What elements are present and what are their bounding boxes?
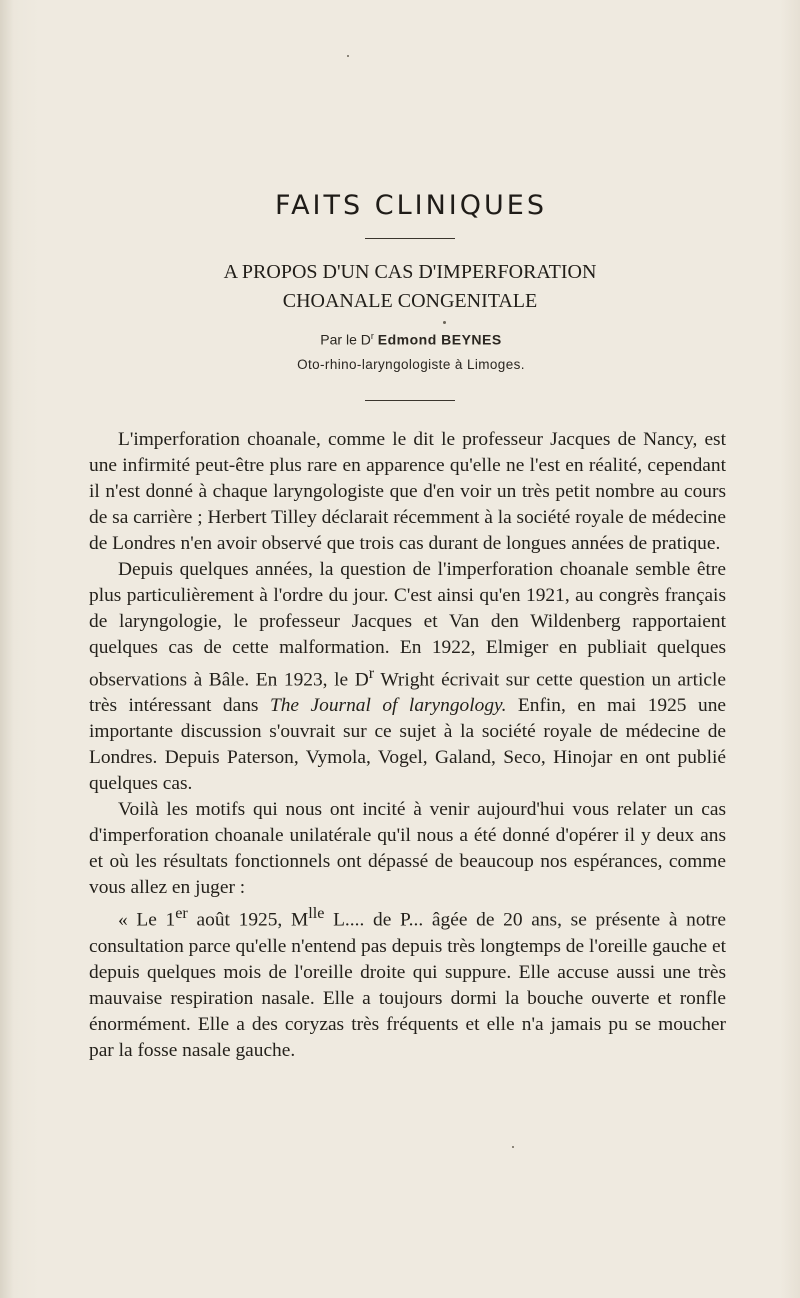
author-byline [0, 331, 800, 348]
article-body [89, 427, 726, 1064]
paragraph-3: Voilà les motifs qui nous ont incité à venir aujourd'hui vous relater un cas d'imperforation choanale unilatérale qu'il nous a été donné d'opérer il y deux ans et où les résultats fonctionnels ont dépassé de beaucoup nos espérances, comme vous allez en juger : [89, 799, 726, 899]
paragraph-4-part-a: « Le 1 [118, 909, 176, 931]
paper-speck [443, 321, 446, 324]
paragraph-2-part-b: Wright écrivait sur cette question un article très intéressant dans [89, 669, 726, 717]
paragraph-2-sup: r [368, 665, 375, 682]
paragraph-4 [89, 901, 726, 1063]
paragraph-4-part-c: L.... de P... âgée de 20 ans, se présente à notre consultation parce qu'elle n'entend pas depuis très longtemps de l'oreille gauche et depuis quelques mois de l'oreille droite qui suppure. Elle accuse aussi une très mauvaise respiration nasale. Elle a toujours dormi la bouche ouverte et ronfle énormément. Elle a des coryzas très fréquents et elle n'a jamais pu se moucher par la fosse nasale gauche. [89, 909, 726, 1061]
article-title [100, 258, 720, 316]
paragraph-4-sup-2: lle [308, 905, 325, 923]
article-title-line-1: A PROPOS D'UN CAS D'IMPERFORATION [223, 261, 597, 283]
paragraph-1: L'imperforation choanale, comme le dit le professeur Jacques de Nancy, est une infirmité peut-être plus rare en apparence qu'elle ne l'est en réalité, cependant il n'est donné à chaque laryngologiste que d'en voir un très petit nombre au cours de sa carrière ; Herbert Tilley déclarait récemment à la société royale de médecine de Londres n'en avoir observé que trois cas durant de longues années de pratique. [89, 429, 726, 554]
author-affiliation: Oto-rhino-laryngologiste à Limoges. [297, 357, 525, 372]
section-title: FAITS CLINIQUES [275, 190, 547, 221]
author-name: Edmond BEYNES [377, 331, 502, 348]
title-divider [365, 238, 455, 239]
paragraph-4-part-b: août 1925, M [187, 909, 309, 931]
journal-title: The Journal of laryngology. [269, 695, 507, 717]
header-divider [365, 400, 455, 401]
byline-prefix: Par le D [320, 331, 371, 348]
paper-speck [347, 55, 349, 57]
paragraph-4-sup-1: er [175, 905, 188, 923]
paper-speck [512, 1146, 514, 1148]
paragraph-2 [89, 557, 726, 797]
article-title-line-2: CHOANALE CONGENITALE [282, 290, 538, 312]
paragraph-2-part-c: Enfin, en mai 1925 une importante discussion s'ouvrait sur ce sujet à la société royale de médecine de Londres. Depuis Paterson, Vymola, Vogel, Galand, Seco, Hinojar en ont publié quelques cas. [89, 695, 726, 795]
paragraph-2-part-a: Depuis quelques années, la question de l'imperforation choanale semble être plus particulièrement à l'ordre du jour. C'est ainsi qu'en 1921, au congrès français de laryngologie, le professeur Jacques et Van den Wildenberg rapportaient quelques cas de cette malformation. En 1922, Elmiger en publiait quelques observations à Bâle. En 1923, le D [89, 559, 726, 691]
byline-sup: r [370, 331, 374, 341]
